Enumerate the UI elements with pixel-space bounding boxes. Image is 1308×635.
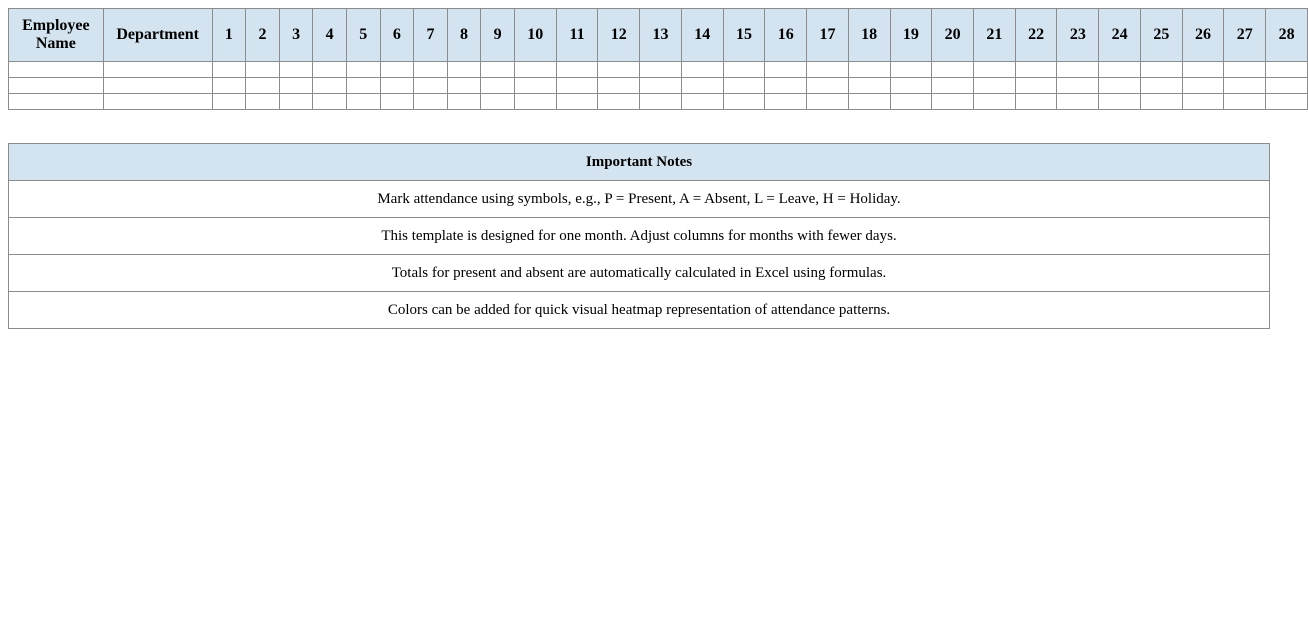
attendance-row (9, 78, 1308, 94)
day-cell[interactable] (681, 94, 723, 110)
day-cell[interactable] (556, 78, 598, 94)
day-cell[interactable] (1224, 78, 1266, 94)
day-cell[interactable] (598, 78, 640, 94)
day-cell[interactable] (447, 78, 481, 94)
note-row (9, 218, 1270, 255)
day-cell[interactable] (279, 62, 313, 78)
attendance-row (9, 94, 1308, 110)
day-cell[interactable] (514, 94, 556, 110)
header-day: 18 (848, 9, 890, 62)
day-cell[interactable] (1057, 94, 1099, 110)
header-day: 16 (765, 9, 807, 62)
day-cell[interactable] (481, 62, 515, 78)
day-cell[interactable] (380, 94, 414, 110)
day-cell[interactable] (414, 62, 448, 78)
day-cell[interactable] (807, 94, 849, 110)
department-cell[interactable] (103, 94, 212, 110)
header-day: 4 (313, 9, 347, 62)
header-day: 13 (640, 9, 682, 62)
day-cell[interactable] (765, 62, 807, 78)
header-day: 22 (1015, 9, 1057, 62)
day-cell[interactable] (974, 78, 1016, 94)
day-cell[interactable] (932, 78, 974, 94)
header-day: 27 (1224, 9, 1266, 62)
header-day: 2 (246, 9, 280, 62)
employee-name-cell[interactable] (9, 62, 104, 78)
note-text: Mark attendance using symbols, e.g., P = Present, A = Absent, L = Leave, H = Holiday. (9, 181, 1270, 218)
day-cell[interactable] (640, 62, 682, 78)
day-cell[interactable] (1224, 62, 1266, 78)
day-cell[interactable] (807, 62, 849, 78)
header-day: 20 (932, 9, 974, 62)
header-day: 8 (447, 9, 481, 62)
day-cell[interactable] (1099, 62, 1141, 78)
day-cell[interactable] (556, 62, 598, 78)
header-day: 26 (1182, 9, 1224, 62)
header-day: 9 (481, 9, 515, 62)
day-cell[interactable] (807, 78, 849, 94)
day-cell[interactable] (974, 62, 1016, 78)
note-text: This template is designed for one month. Adjust columns for months with fewer days. (9, 218, 1270, 255)
day-cell[interactable] (1266, 62, 1308, 78)
day-cell[interactable] (765, 94, 807, 110)
header-day: 28 (1266, 9, 1308, 62)
day-cell[interactable] (514, 62, 556, 78)
day-cell[interactable] (1182, 62, 1224, 78)
note-text: Totals for present and absent are automatically calculated in Excel using formulas. (9, 255, 1270, 292)
header-department: Department (103, 9, 212, 62)
day-cell[interactable] (313, 78, 347, 94)
header-day: 14 (681, 9, 723, 62)
notes-header-row (9, 144, 1270, 181)
day-cell[interactable] (212, 62, 246, 78)
header-day: 15 (723, 9, 765, 62)
header-day: 12 (598, 9, 640, 62)
department-cell[interactable] (103, 62, 212, 78)
day-cell[interactable] (313, 62, 347, 78)
day-cell[interactable] (723, 62, 765, 78)
day-cell[interactable] (212, 78, 246, 94)
day-cell[interactable] (723, 94, 765, 110)
day-cell[interactable] (380, 78, 414, 94)
header-day: 17 (807, 9, 849, 62)
day-cell[interactable] (598, 94, 640, 110)
note-row (9, 181, 1270, 218)
day-cell[interactable] (1057, 78, 1099, 94)
day-cell[interactable] (346, 62, 380, 78)
note-row (9, 292, 1270, 329)
header-day: 24 (1099, 9, 1141, 62)
day-cell[interactable] (1140, 62, 1182, 78)
day-cell[interactable] (1266, 94, 1308, 110)
day-cell[interactable] (932, 62, 974, 78)
day-cell[interactable] (279, 94, 313, 110)
day-cell[interactable] (681, 78, 723, 94)
day-cell[interactable] (414, 78, 448, 94)
day-cell[interactable] (890, 62, 932, 78)
day-cell[interactable] (447, 94, 481, 110)
day-cell[interactable] (246, 94, 280, 110)
note-row (9, 255, 1270, 292)
day-cell[interactable] (1099, 78, 1141, 94)
day-cell[interactable] (848, 78, 890, 94)
day-cell[interactable] (246, 78, 280, 94)
day-cell[interactable] (279, 78, 313, 94)
attendance-header-row (9, 9, 1308, 62)
day-cell[interactable] (1140, 78, 1182, 94)
day-cell[interactable] (1099, 94, 1141, 110)
header-day: 6 (380, 9, 414, 62)
day-cell[interactable] (346, 78, 380, 94)
day-cell[interactable] (932, 94, 974, 110)
day-cell[interactable] (1224, 94, 1266, 110)
day-cell[interactable] (481, 94, 515, 110)
employee-name-cell[interactable] (9, 78, 104, 94)
day-cell[interactable] (890, 78, 932, 94)
day-cell[interactable] (723, 78, 765, 94)
attendance-table (8, 8, 1308, 110)
attendance-body (9, 62, 1308, 110)
day-cell[interactable] (890, 94, 932, 110)
day-cell[interactable] (1182, 94, 1224, 110)
day-cell[interactable] (681, 62, 723, 78)
day-cell[interactable] (447, 62, 481, 78)
day-cell[interactable] (380, 62, 414, 78)
day-cell[interactable] (1182, 78, 1224, 94)
day-cell[interactable] (640, 78, 682, 94)
day-cell[interactable] (1266, 78, 1308, 94)
header-employee-name: Employee Name (9, 9, 104, 62)
notes-table (8, 143, 1270, 329)
day-cell[interactable] (1015, 78, 1057, 94)
header-day: 21 (974, 9, 1016, 62)
day-cell[interactable] (313, 94, 347, 110)
header-day: 19 (890, 9, 932, 62)
day-cell[interactable] (246, 62, 280, 78)
header-day: 3 (279, 9, 313, 62)
day-cell[interactable] (974, 94, 1016, 110)
day-cell[interactable] (848, 94, 890, 110)
day-cell[interactable] (414, 94, 448, 110)
day-cell[interactable] (1015, 62, 1057, 78)
day-cell[interactable] (481, 78, 515, 94)
day-cell[interactable] (1015, 94, 1057, 110)
header-day: 25 (1140, 9, 1182, 62)
day-cell[interactable] (212, 94, 246, 110)
attendance-row (9, 62, 1308, 78)
note-text: Colors can be added for quick visual heatmap representation of attendance patterns. (9, 292, 1270, 329)
notes-title: Important Notes (9, 144, 1270, 181)
day-cell[interactable] (765, 78, 807, 94)
day-cell[interactable] (556, 94, 598, 110)
day-cell[interactable] (640, 94, 682, 110)
header-day: 7 (414, 9, 448, 62)
day-cell[interactable] (1140, 94, 1182, 110)
header-day: 10 (514, 9, 556, 62)
day-cell[interactable] (514, 78, 556, 94)
header-day: 11 (556, 9, 598, 62)
header-day: 23 (1057, 9, 1099, 62)
header-day: 1 (212, 9, 246, 62)
header-day: 5 (346, 9, 380, 62)
day-cell[interactable] (598, 62, 640, 78)
department-cell[interactable] (103, 78, 212, 94)
day-cell[interactable] (1057, 62, 1099, 78)
day-cell[interactable] (848, 62, 890, 78)
employee-name-cell[interactable] (9, 94, 104, 110)
day-cell[interactable] (346, 94, 380, 110)
